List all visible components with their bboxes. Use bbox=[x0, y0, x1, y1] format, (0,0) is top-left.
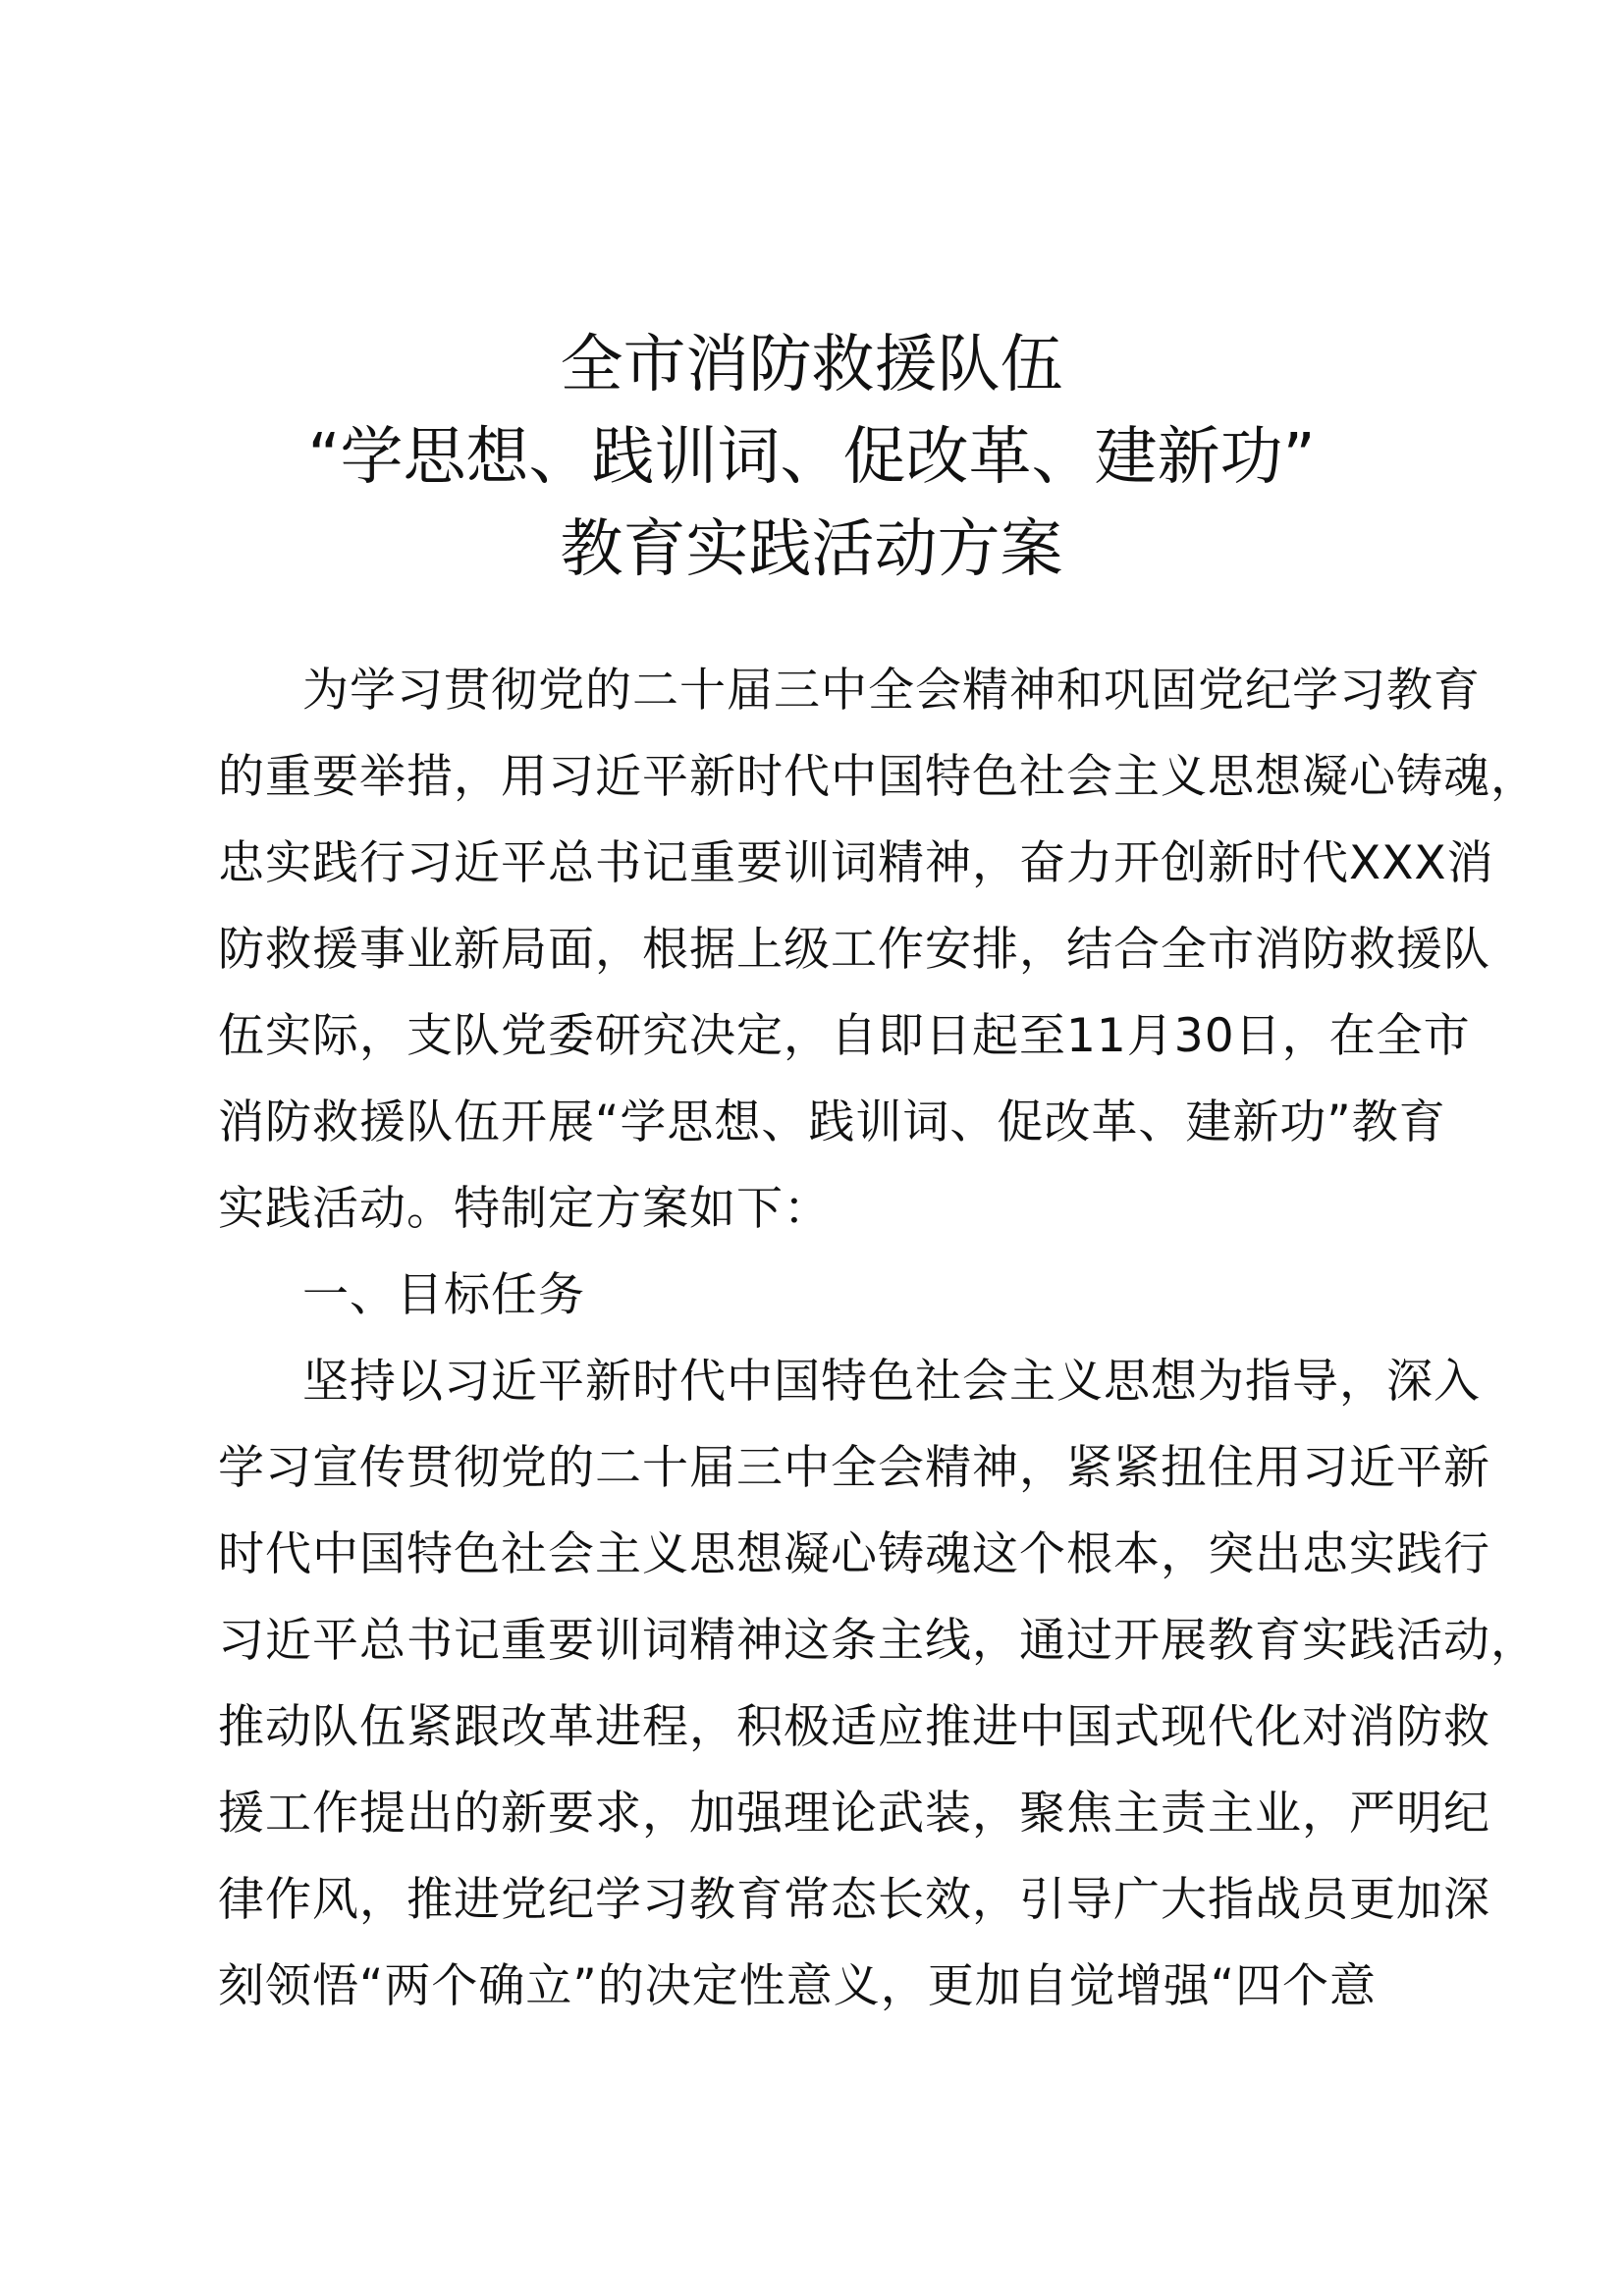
body-line: 推动队伍紧跟改革进程，积极适应推进中国式现代化对消防救 bbox=[218, 1700, 1490, 1754]
section-heading: 一、目标任务 bbox=[302, 1268, 585, 1322]
body-line: 援工作提出的新要求，加强理论武装，聚焦主责主业，严明纪 bbox=[218, 1787, 1490, 1841]
title-line-3: 教育实践活动方案 bbox=[560, 513, 1063, 586]
body-line: 伍实际，支队党委研究决定，自即日起至11月30日，在全市 bbox=[218, 1009, 1471, 1063]
title-line-2: “学思想、践训词、促改革、建新功” bbox=[307, 421, 1316, 494]
body-line: 坚持以习近平新时代中国特色社会主义思想为指导，深入 bbox=[302, 1355, 1481, 1409]
body-line: 的重要举措，用习近平新时代中国特色社会主义思想凝心铸魂， bbox=[218, 750, 1538, 804]
body-line: 律作风，推进党纪学习教育常态长效，引导广大指战员更加深 bbox=[218, 1873, 1490, 1927]
document-body bbox=[218, 648, 1538, 2030]
body-line: 为学习贯彻党的二十届三中全会精神和巩固党纪学习教育 bbox=[302, 664, 1481, 718]
body-line: 刻领悟“两个确立”的决定性意义，更加自觉增强“四个意 bbox=[218, 1959, 1378, 2013]
document-title bbox=[0, 319, 1623, 596]
title-line-1: 全市消防救援队伍 bbox=[560, 329, 1063, 401]
body-line: 防救援事业新局面，根据上级工作安排，结合全市消防救援队 bbox=[218, 923, 1490, 977]
body-line: 实践活动。特制定方案如下： bbox=[218, 1182, 831, 1236]
body-line: 学习宣传贯彻党的二十届三中全会精神，紧紧扭住用习近平新 bbox=[218, 1441, 1490, 1495]
body-line: 时代中国特色社会主义思想凝心铸魂这个根本，突出忠实践行 bbox=[218, 1527, 1490, 1581]
body-line: 习近平总书记重要训词精神这条主线，通过开展教育实践活动， bbox=[218, 1614, 1538, 1668]
body-line: 消防救援队伍开展“学思想、践训词、促改革、建新功”教育 bbox=[218, 1095, 1446, 1149]
body-line: 忠实践行习近平总书记重要训词精神，奋力开创新时代XXX消 bbox=[218, 836, 1494, 890]
